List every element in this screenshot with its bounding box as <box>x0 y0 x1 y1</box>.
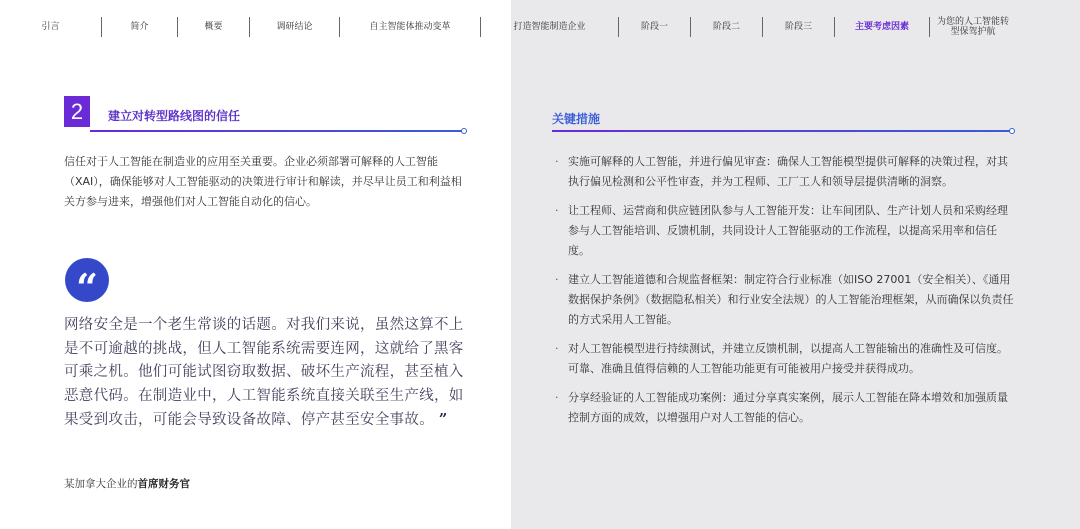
nav-item-key-considerations[interactable]: 主要考虑因素 <box>835 17 930 37</box>
nav-item-intro[interactable]: 引言 <box>0 17 102 37</box>
list-item <box>552 339 1014 379</box>
nav-item-ai-transformation[interactable]: 为您的人工智能转型保驾护航 <box>936 17 1009 37</box>
quote-open-glyph: “ <box>76 264 98 310</box>
attribution-prefix: 某加拿大企业的 <box>64 478 138 490</box>
quote-attribution <box>64 476 190 491</box>
key-measures-divider-dot <box>1009 128 1015 134</box>
intro-paragraph: 信任对于人工智能在制造业的应用至关重要。企业必须部署可解释的人工智能（XAI），确保能够对人工智能驱动的决策进行审计和解读，并尽早让员工和利益相关方参与进来，增强他们对人工智能自动化的信心。 <box>64 155 462 208</box>
bullet-glyph: · <box>555 155 559 168</box>
attribution-role: 首席财务官 <box>137 478 190 490</box>
key-measures-divider-line <box>552 130 1010 132</box>
nav-item-findings[interactable]: 调研结论 <box>250 17 340 37</box>
nav-item-phase-two[interactable]: 阶段二 <box>691 17 763 37</box>
quote-icon <box>65 258 109 310</box>
key-measures-list <box>552 152 1014 437</box>
key-measures-title: 关键措施 <box>552 112 601 126</box>
nav-item-autonomous-agents[interactable]: 自主智能体推动变革 <box>340 17 481 37</box>
pull-quote <box>64 314 472 433</box>
list-item <box>552 201 1014 261</box>
section-divider-line <box>90 130 462 132</box>
list-item-text: 建立人工智能道德和合规监督框架：制定符合行业标准（如ISO 27001（安全相关）、《通用数据保护条例》（数据隐私相关）和行业安全法规）的人工智能治理框架，从而确保以负责任的方式采用人工智能。 <box>568 273 1014 326</box>
quote-close-icon: ” <box>438 411 448 428</box>
list-item-text: 让工程师、运营商和供应链团队参与人工智能开发：让车间团队、生产计划人员和采购经理参与人工智能培训、反馈机制，共同设计人工智能驱动的工作流程，以提高采用率和信任度。 <box>568 204 1008 257</box>
list-item <box>552 152 1014 192</box>
nav-item-summary[interactable]: 概要 <box>178 17 250 37</box>
nav-item-phase-three[interactable]: 阶段三 <box>763 17 835 37</box>
section-title: 建立对转型路线图的信任 <box>108 109 241 123</box>
list-item <box>552 388 1014 428</box>
bullet-glyph: · <box>555 204 559 217</box>
pull-quote-text: 网络安全是一个老生常谈的话题。对我们来说，虽然这算不上是不可逾越的挑战，但人工智能系统需要连网，这就给了黑客可乘之机。他们可能试图窃取数据、破坏生产流程，甚至植入恶意代码。在制造业中，人工智能系统直接关联至生产线，如果受到攻击，可能会导致设备故障、停产甚至安全事故。 <box>64 317 464 428</box>
nav-item-overview[interactable]: 简介 <box>102 17 178 37</box>
list-item-text: 实施可解释的人工智能，并进行偏见审查：确保人工智能模型提供可解释的决策过程，对其执行偏见检测和公平性审查，并为工程师、工厂工人和领导层提供清晰的洞察。 <box>568 155 1008 188</box>
bullet-glyph: · <box>555 273 559 286</box>
section-number-badge: 2 <box>64 96 90 127</box>
nav-item-smart-manufacturing[interactable]: 打造智能制造企业 <box>481 17 619 37</box>
bullet-glyph: · <box>555 342 559 355</box>
nav-item-phase-one[interactable]: 阶段一 <box>619 17 691 37</box>
list-item <box>552 270 1014 330</box>
list-item-text: 对人工智能模型进行持续测试，并建立反馈机制，以提高人工智能输出的准确性及可信度。可靠、准确且值得信赖的人工智能功能更有可能被用户接受并获得成功。 <box>568 342 1008 375</box>
list-item-text: 分享经验证的人工智能成功案例：通过分享真实案例，展示人工智能在降本增效和加强质量控制方面的成效，以增强用户对人工智能的信心。 <box>568 391 1008 424</box>
section-divider-dot <box>461 128 467 134</box>
bullet-glyph: · <box>555 391 559 404</box>
top-navigation <box>0 12 1080 42</box>
